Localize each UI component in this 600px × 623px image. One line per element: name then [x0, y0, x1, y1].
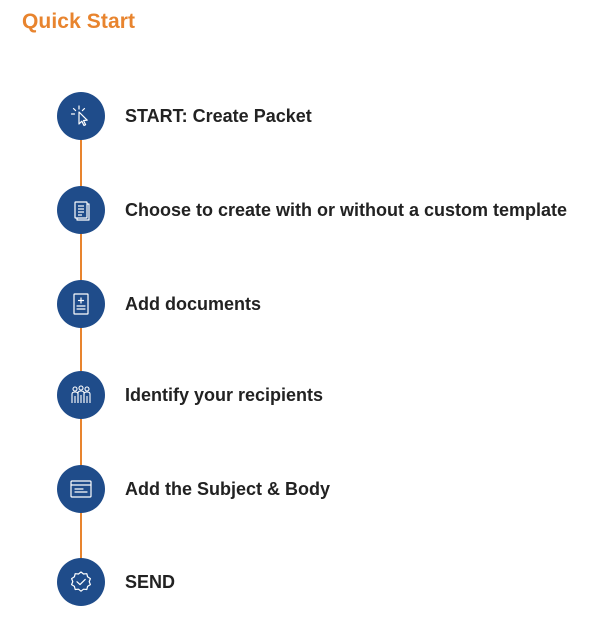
step-identify-recipients[interactable]	[57, 371, 323, 419]
add-document-icon	[57, 280, 105, 328]
page-title: Quick Start	[22, 10, 136, 33]
step-add-documents[interactable]	[57, 280, 261, 328]
step-label: START: Create Packet	[125, 105, 312, 126]
step-add-subject-body[interactable]	[57, 465, 330, 513]
step-label: Choose to create with or without a custom template	[125, 199, 568, 220]
people-group-icon	[57, 371, 105, 419]
step-create-packet[interactable]	[57, 92, 312, 140]
checkmark-badge-icon	[57, 558, 105, 606]
step-label: Add the Subject & Body	[125, 478, 331, 499]
step-label: Identify your recipients	[125, 384, 324, 405]
step-label: Add documents	[125, 293, 262, 314]
message-window-icon	[57, 465, 105, 513]
step-choose-template[interactable]	[57, 186, 567, 234]
step-label: SEND	[125, 571, 176, 592]
step-send[interactable]	[57, 558, 175, 606]
document-stack-icon	[57, 186, 105, 234]
pointer-click-icon	[57, 92, 105, 140]
